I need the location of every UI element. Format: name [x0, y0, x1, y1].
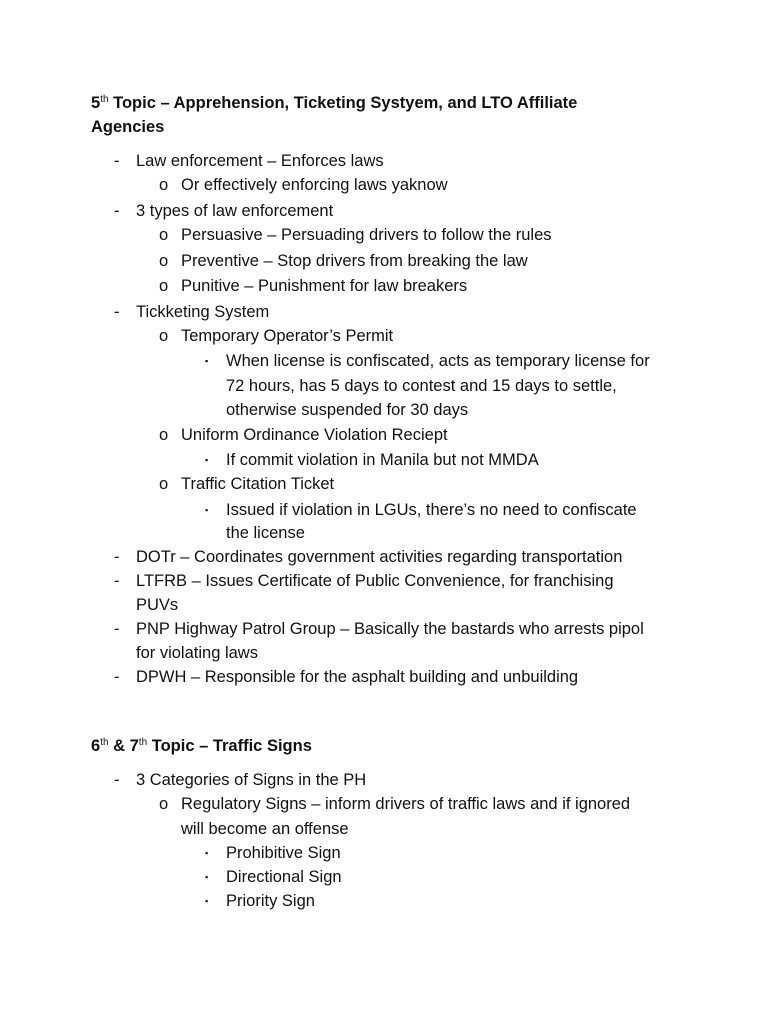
heading-ordinal: th	[100, 737, 109, 748]
dash-bullet: -	[114, 303, 120, 321]
list-item: 3 types of law enforcement	[136, 202, 334, 220]
heading-text: Topic – Traffic Signs	[147, 737, 312, 755]
circle-bullet: o	[159, 475, 169, 493]
heading-text-line2: Agencies	[91, 118, 165, 136]
list-item: Or effectively enforcing laws yaknow	[181, 176, 448, 194]
dash-bullet: -	[114, 620, 120, 638]
list-item: PNP Highway Patrol Group – Basically the bastards who arrests pipol	[136, 620, 644, 638]
list-item: Priority Sign	[226, 892, 315, 910]
list-item: DOTr – Coordinates government activities regarding transportation	[136, 548, 623, 566]
heading-text: & 7	[108, 737, 139, 755]
list-item: LTFRB – Issues Certificate of Public Convenience, for franchising	[136, 572, 614, 590]
circle-bullet: o	[159, 426, 169, 444]
square-bullet: ▪	[205, 455, 209, 465]
square-bullet: ▪	[205, 896, 209, 906]
list-item: If commit violation in Manila but not MMDA	[226, 451, 539, 469]
list-item: Temporary Operator’s Permit	[181, 327, 394, 345]
heading-text-line1: Topic – Apprehension, Ticketing Systyem, and LTO Affiliate	[108, 94, 578, 112]
square-bullet: ▪	[205, 505, 209, 515]
dash-bullet: -	[114, 152, 120, 170]
list-item: Directional Sign	[226, 868, 342, 886]
list-item: Uniform Ordinance Violation Reciept	[181, 426, 448, 444]
list-item: Law enforcement – Enforces laws	[136, 152, 384, 170]
heading-ordinal: th	[138, 737, 148, 748]
list-item: When license is confiscated, acts as temporary license for	[226, 352, 650, 370]
list-item: 3 Categories of Signs in the PH	[136, 771, 367, 789]
square-bullet: ▪	[205, 356, 209, 366]
list-item-continuation: for violating laws	[136, 644, 258, 662]
circle-bullet: o	[159, 226, 169, 244]
heading-ordinal: th	[100, 94, 109, 105]
list-item: Issued if violation in LGUs, there’s no need to confiscate	[226, 501, 637, 519]
list-item: Punitive – Punishment for law breakers	[181, 277, 468, 295]
dash-bullet: -	[114, 668, 120, 686]
dash-bullet: -	[114, 771, 120, 789]
list-item: Traffic Citation Ticket	[181, 475, 335, 493]
circle-bullet: o	[159, 795, 169, 813]
circle-bullet: o	[159, 252, 169, 270]
section-6-7-heading	[91, 734, 711, 758]
heading-number: 5	[91, 94, 101, 112]
dash-bullet: -	[114, 202, 120, 220]
square-bullet: ▪	[205, 848, 209, 858]
list-item: Prohibitive Sign	[226, 844, 341, 862]
list-item: DPWH – Responsible for the asphalt building and unbuilding	[136, 668, 579, 686]
list-item: Persuasive – Persuading drivers to follow the rules	[181, 226, 552, 244]
dash-bullet: -	[114, 548, 120, 566]
circle-bullet: o	[159, 327, 169, 345]
list-item-continuation: the license	[226, 524, 305, 542]
section-5-heading	[91, 91, 711, 139]
square-bullet: ▪	[205, 872, 209, 882]
list-item: Regulatory Signs – inform drivers of traffic laws and if ignored	[181, 795, 631, 813]
circle-bullet: o	[159, 277, 169, 295]
list-item: Preventive – Stop drivers from breaking the law	[181, 252, 528, 270]
list-item-continuation: 72 hours, has 5 days to contest and 15 days to settle,	[226, 377, 617, 395]
list-item-continuation: will become an offense	[181, 820, 349, 838]
dash-bullet: -	[114, 572, 120, 590]
list-item: Tickketing System	[136, 303, 270, 321]
list-item-continuation: PUVs	[136, 596, 179, 614]
list-item-continuation: otherwise suspended for 30 days	[226, 401, 469, 419]
heading-number: 6	[91, 737, 101, 755]
circle-bullet: o	[159, 176, 169, 194]
